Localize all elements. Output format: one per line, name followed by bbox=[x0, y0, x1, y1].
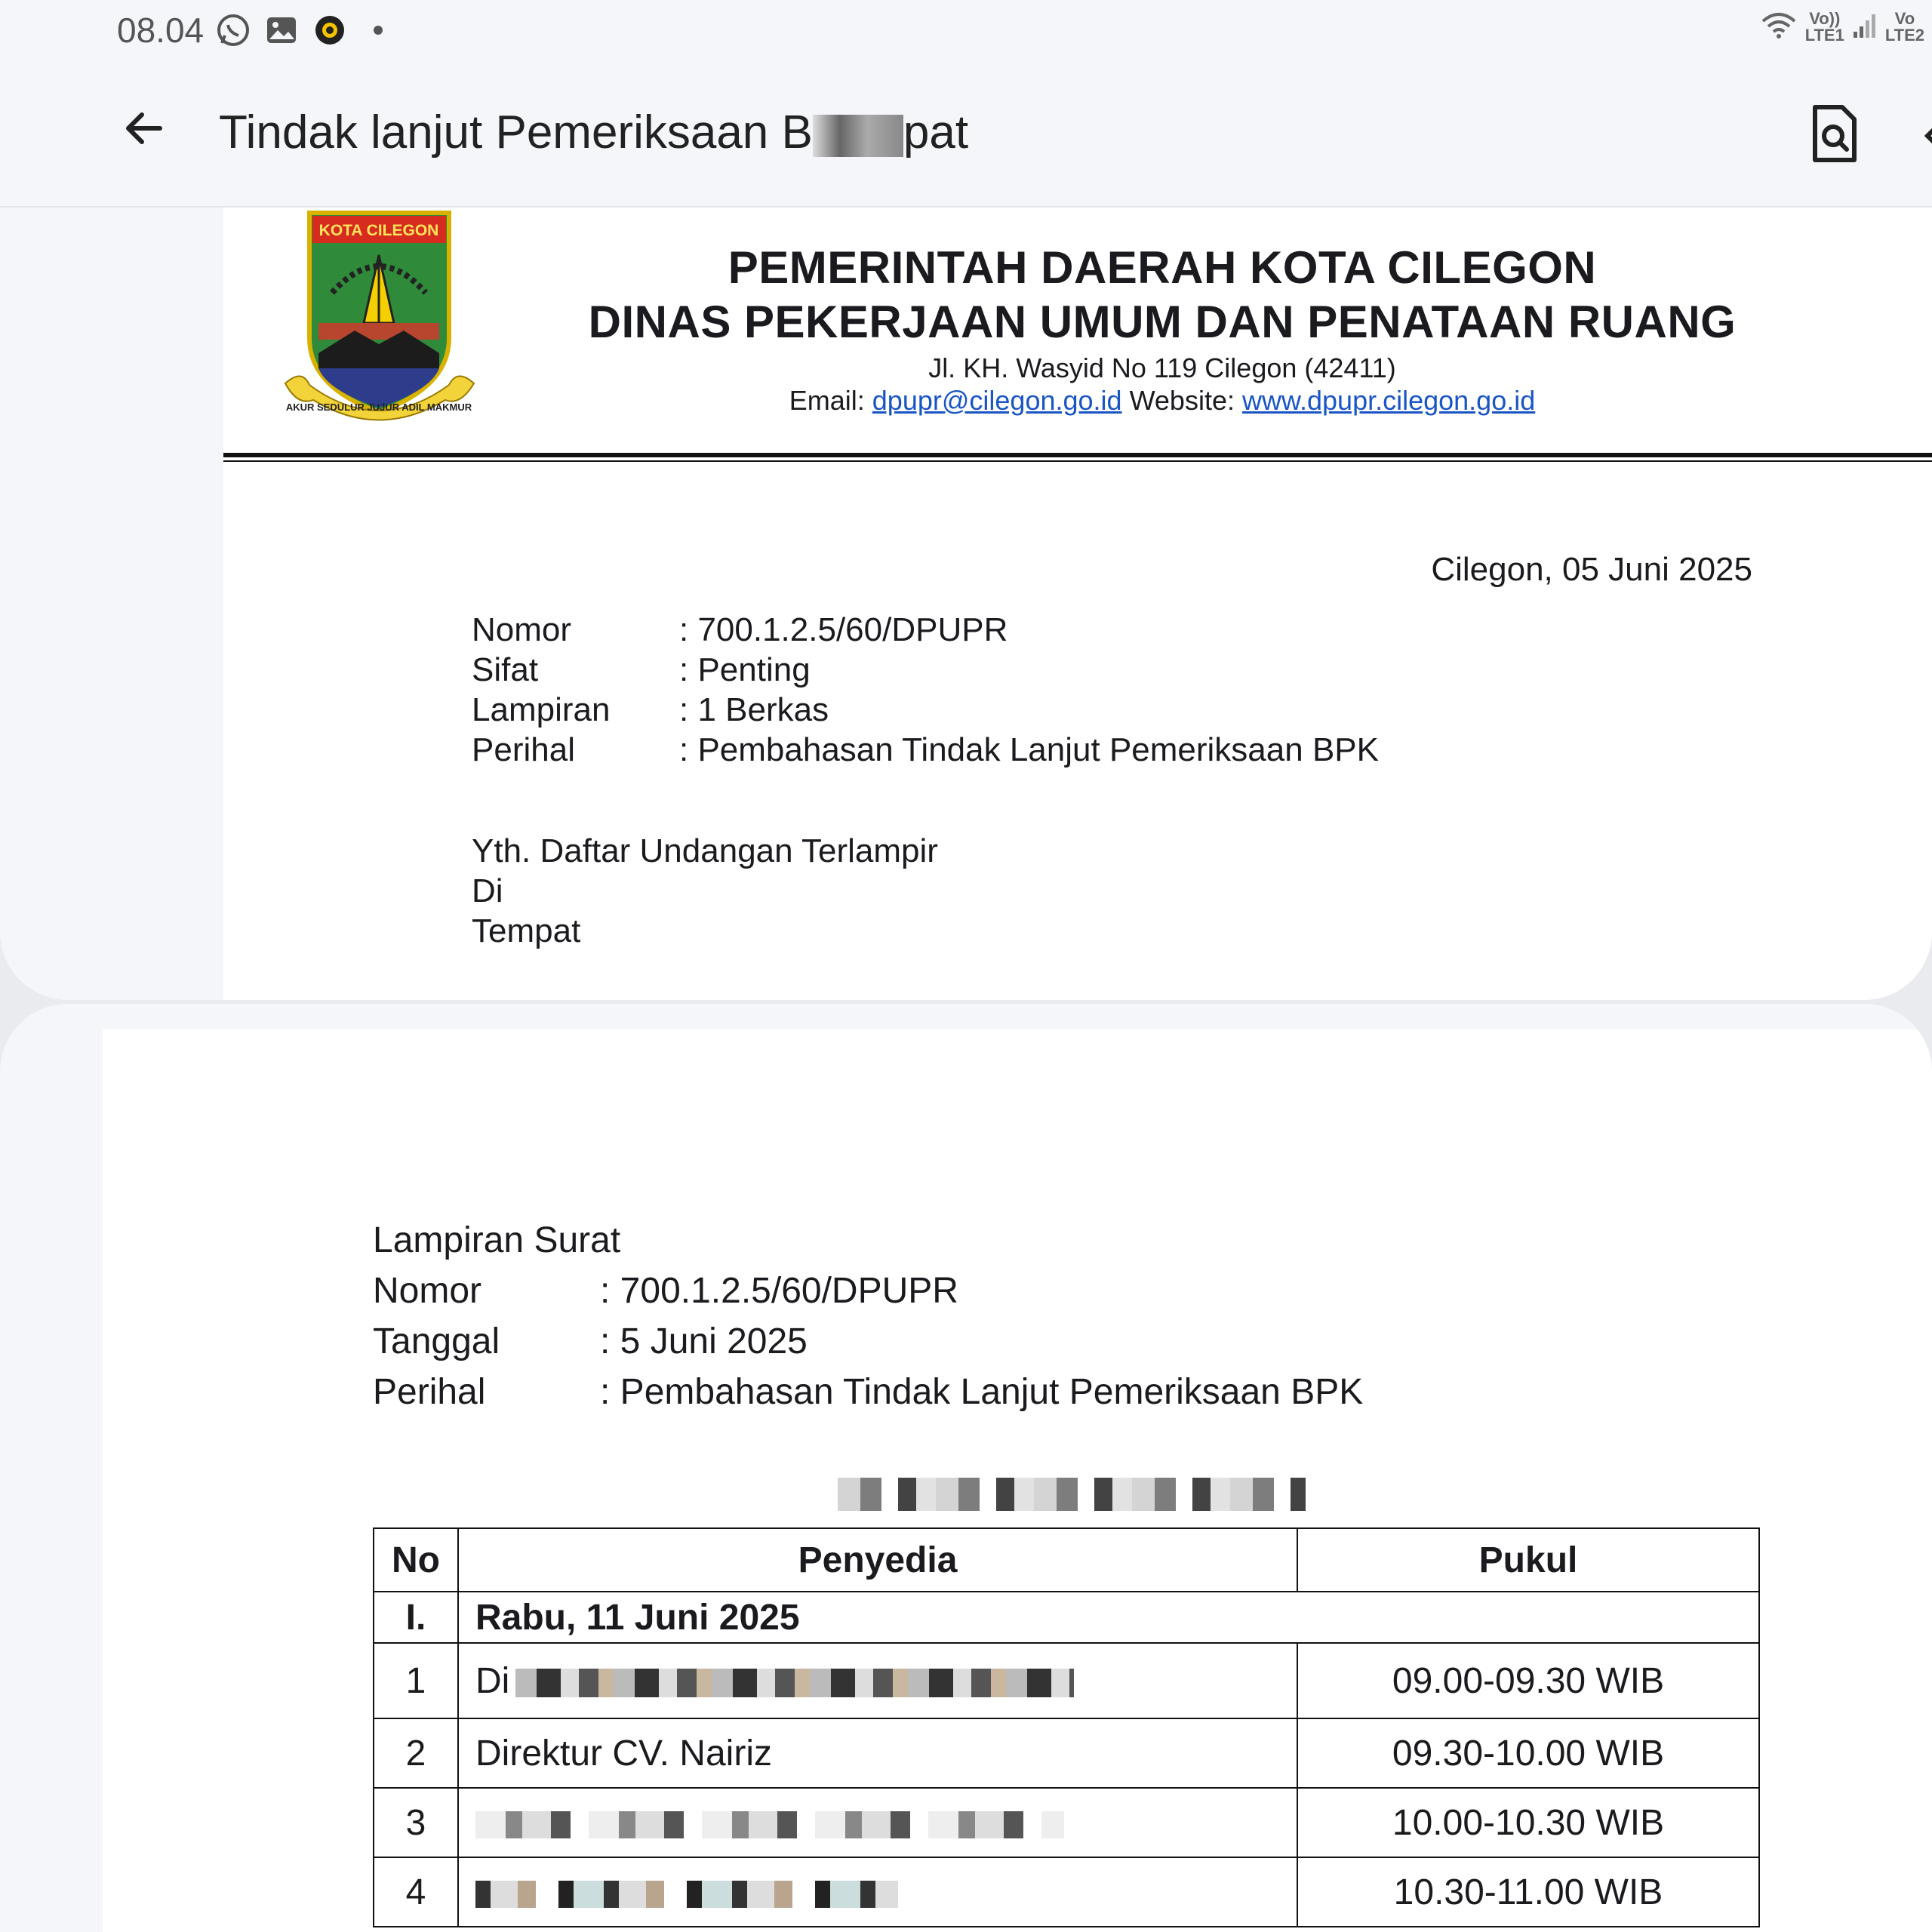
field-value: : 700.1.2.5/60/DPUPR bbox=[600, 1271, 958, 1311]
row-penyedia bbox=[458, 1788, 1297, 1857]
whatsapp-icon bbox=[214, 11, 252, 49]
row-pukul: 09.30-10.00 WIB bbox=[1297, 1718, 1759, 1788]
status-time: 08.04 bbox=[117, 11, 205, 50]
status-right bbox=[1760, 11, 1924, 44]
field-key: Tanggal bbox=[373, 1321, 500, 1361]
letterhead-line-2: DINAS PEKERJAAN UMUM DAN PENATAAN RUANG bbox=[588, 297, 1737, 347]
field-value: : 5 Juni 2025 bbox=[600, 1321, 808, 1361]
field-value: : Penting bbox=[679, 651, 811, 688]
row-pukul: 09.00-09.30 WIB bbox=[1297, 1643, 1759, 1718]
column-header-pukul: Pukul bbox=[1297, 1528, 1759, 1592]
signal-icon bbox=[1852, 12, 1878, 42]
column-header-penyedia: Penyedia bbox=[458, 1528, 1297, 1592]
email-link[interactable]: dpupr@cilegon.go.id bbox=[872, 385, 1122, 416]
redacted-title bbox=[838, 1478, 1306, 1511]
document-title: Tindak lanjut Pemeriksaan B pat bbox=[219, 106, 969, 158]
recipient-line: Di bbox=[472, 872, 503, 909]
emblem-title-text: KOTA CILEGON bbox=[318, 222, 439, 239]
app-top-bar bbox=[0, 0, 1932, 208]
letterhead-contact: Email: dpupr@cilegon.go.id Website: www.dpupr.cilegon.go.id bbox=[789, 385, 1536, 416]
section-number: I. bbox=[374, 1592, 458, 1643]
search-document-icon bbox=[1807, 104, 1862, 163]
column-header-no: No bbox=[374, 1528, 458, 1592]
wifi-icon bbox=[1760, 11, 1798, 44]
field-value: : 700.1.2.5/60/DPUPR bbox=[679, 611, 1008, 648]
table-row bbox=[374, 1857, 1759, 1927]
back-button[interactable] bbox=[113, 98, 174, 158]
emblem-motto-text: AKUR SEDULUR JUJUR ADIL MAKMUR bbox=[285, 401, 472, 413]
attachment-heading: Lampiran Surat bbox=[373, 1220, 621, 1260]
section-label: Rabu, 11 Juni 2025 bbox=[458, 1592, 1759, 1643]
field-key: Sifat bbox=[472, 651, 539, 688]
arrow-left-icon bbox=[121, 106, 166, 151]
more-icon bbox=[1917, 113, 1932, 158]
row-number: 1 bbox=[374, 1643, 458, 1718]
recipient-line: Tempat bbox=[472, 912, 581, 949]
row-number: 2 bbox=[374, 1718, 458, 1788]
row-penyedia: Di bbox=[458, 1643, 1297, 1718]
table-row bbox=[374, 1718, 1759, 1788]
gallery-icon bbox=[263, 11, 300, 49]
row-pukul: 10.30-11.00 WIB bbox=[1297, 1857, 1759, 1927]
schedule-table bbox=[373, 1527, 1760, 1927]
field-key: Perihal bbox=[472, 731, 575, 768]
letterhead-line-1: PEMERINTAH DAERAH KOTA CILEGON bbox=[728, 242, 1597, 293]
letterhead-address: Jl. KH. Wasyid No 119 Cilegon (42411) bbox=[928, 352, 1396, 383]
field-key: Nomor bbox=[373, 1271, 482, 1311]
app-notification-icon bbox=[311, 11, 349, 49]
row-number: 4 bbox=[374, 1857, 458, 1927]
redacted-text bbox=[475, 1881, 898, 1908]
website-link[interactable]: www.dpupr.cilegon.go.id bbox=[1242, 385, 1536, 416]
more-options-button[interactable] bbox=[1917, 113, 1932, 158]
table-section-row bbox=[374, 1592, 1759, 1643]
redacted-text bbox=[813, 115, 903, 157]
field-value: : Pembahasan Tindak Lanjut Pemeriksaan BPK bbox=[679, 731, 1379, 768]
row-penyedia: Direktur CV. Nairiz bbox=[458, 1718, 1297, 1788]
row-pukul: 10.00-10.30 WIB bbox=[1297, 1788, 1759, 1857]
row-number: 3 bbox=[374, 1788, 458, 1857]
field-value: : Pembahasan Tindak Lanjut Pemeriksaan BPK bbox=[600, 1372, 1364, 1412]
recipient-line: Yth. Daftar Undangan Terlampir bbox=[472, 832, 938, 869]
table-row bbox=[374, 1788, 1759, 1857]
sim1-label: Vo)) LTE1 bbox=[1804, 9, 1844, 45]
row-penyedia bbox=[458, 1857, 1297, 1927]
table-row bbox=[374, 1643, 1759, 1718]
dot-icon bbox=[359, 11, 397, 49]
letterhead-divider-thin bbox=[223, 460, 1932, 462]
field-key: Perihal bbox=[373, 1372, 486, 1412]
letterhead-divider bbox=[223, 453, 1932, 457]
redacted-text bbox=[515, 1669, 1074, 1697]
sim2-label: Vo LTE2 bbox=[1884, 9, 1924, 45]
redacted-text bbox=[475, 1811, 1064, 1838]
search-document-button[interactable] bbox=[1807, 104, 1862, 163]
table-header-row bbox=[374, 1528, 1759, 1592]
letter-date: Cilegon, 05 Juni 2025 bbox=[1431, 551, 1752, 588]
field-value: : 1 Berkas bbox=[679, 691, 829, 728]
field-key: Nomor bbox=[472, 611, 572, 648]
field-key: Lampiran bbox=[472, 691, 611, 728]
status-bar bbox=[117, 8, 397, 53]
